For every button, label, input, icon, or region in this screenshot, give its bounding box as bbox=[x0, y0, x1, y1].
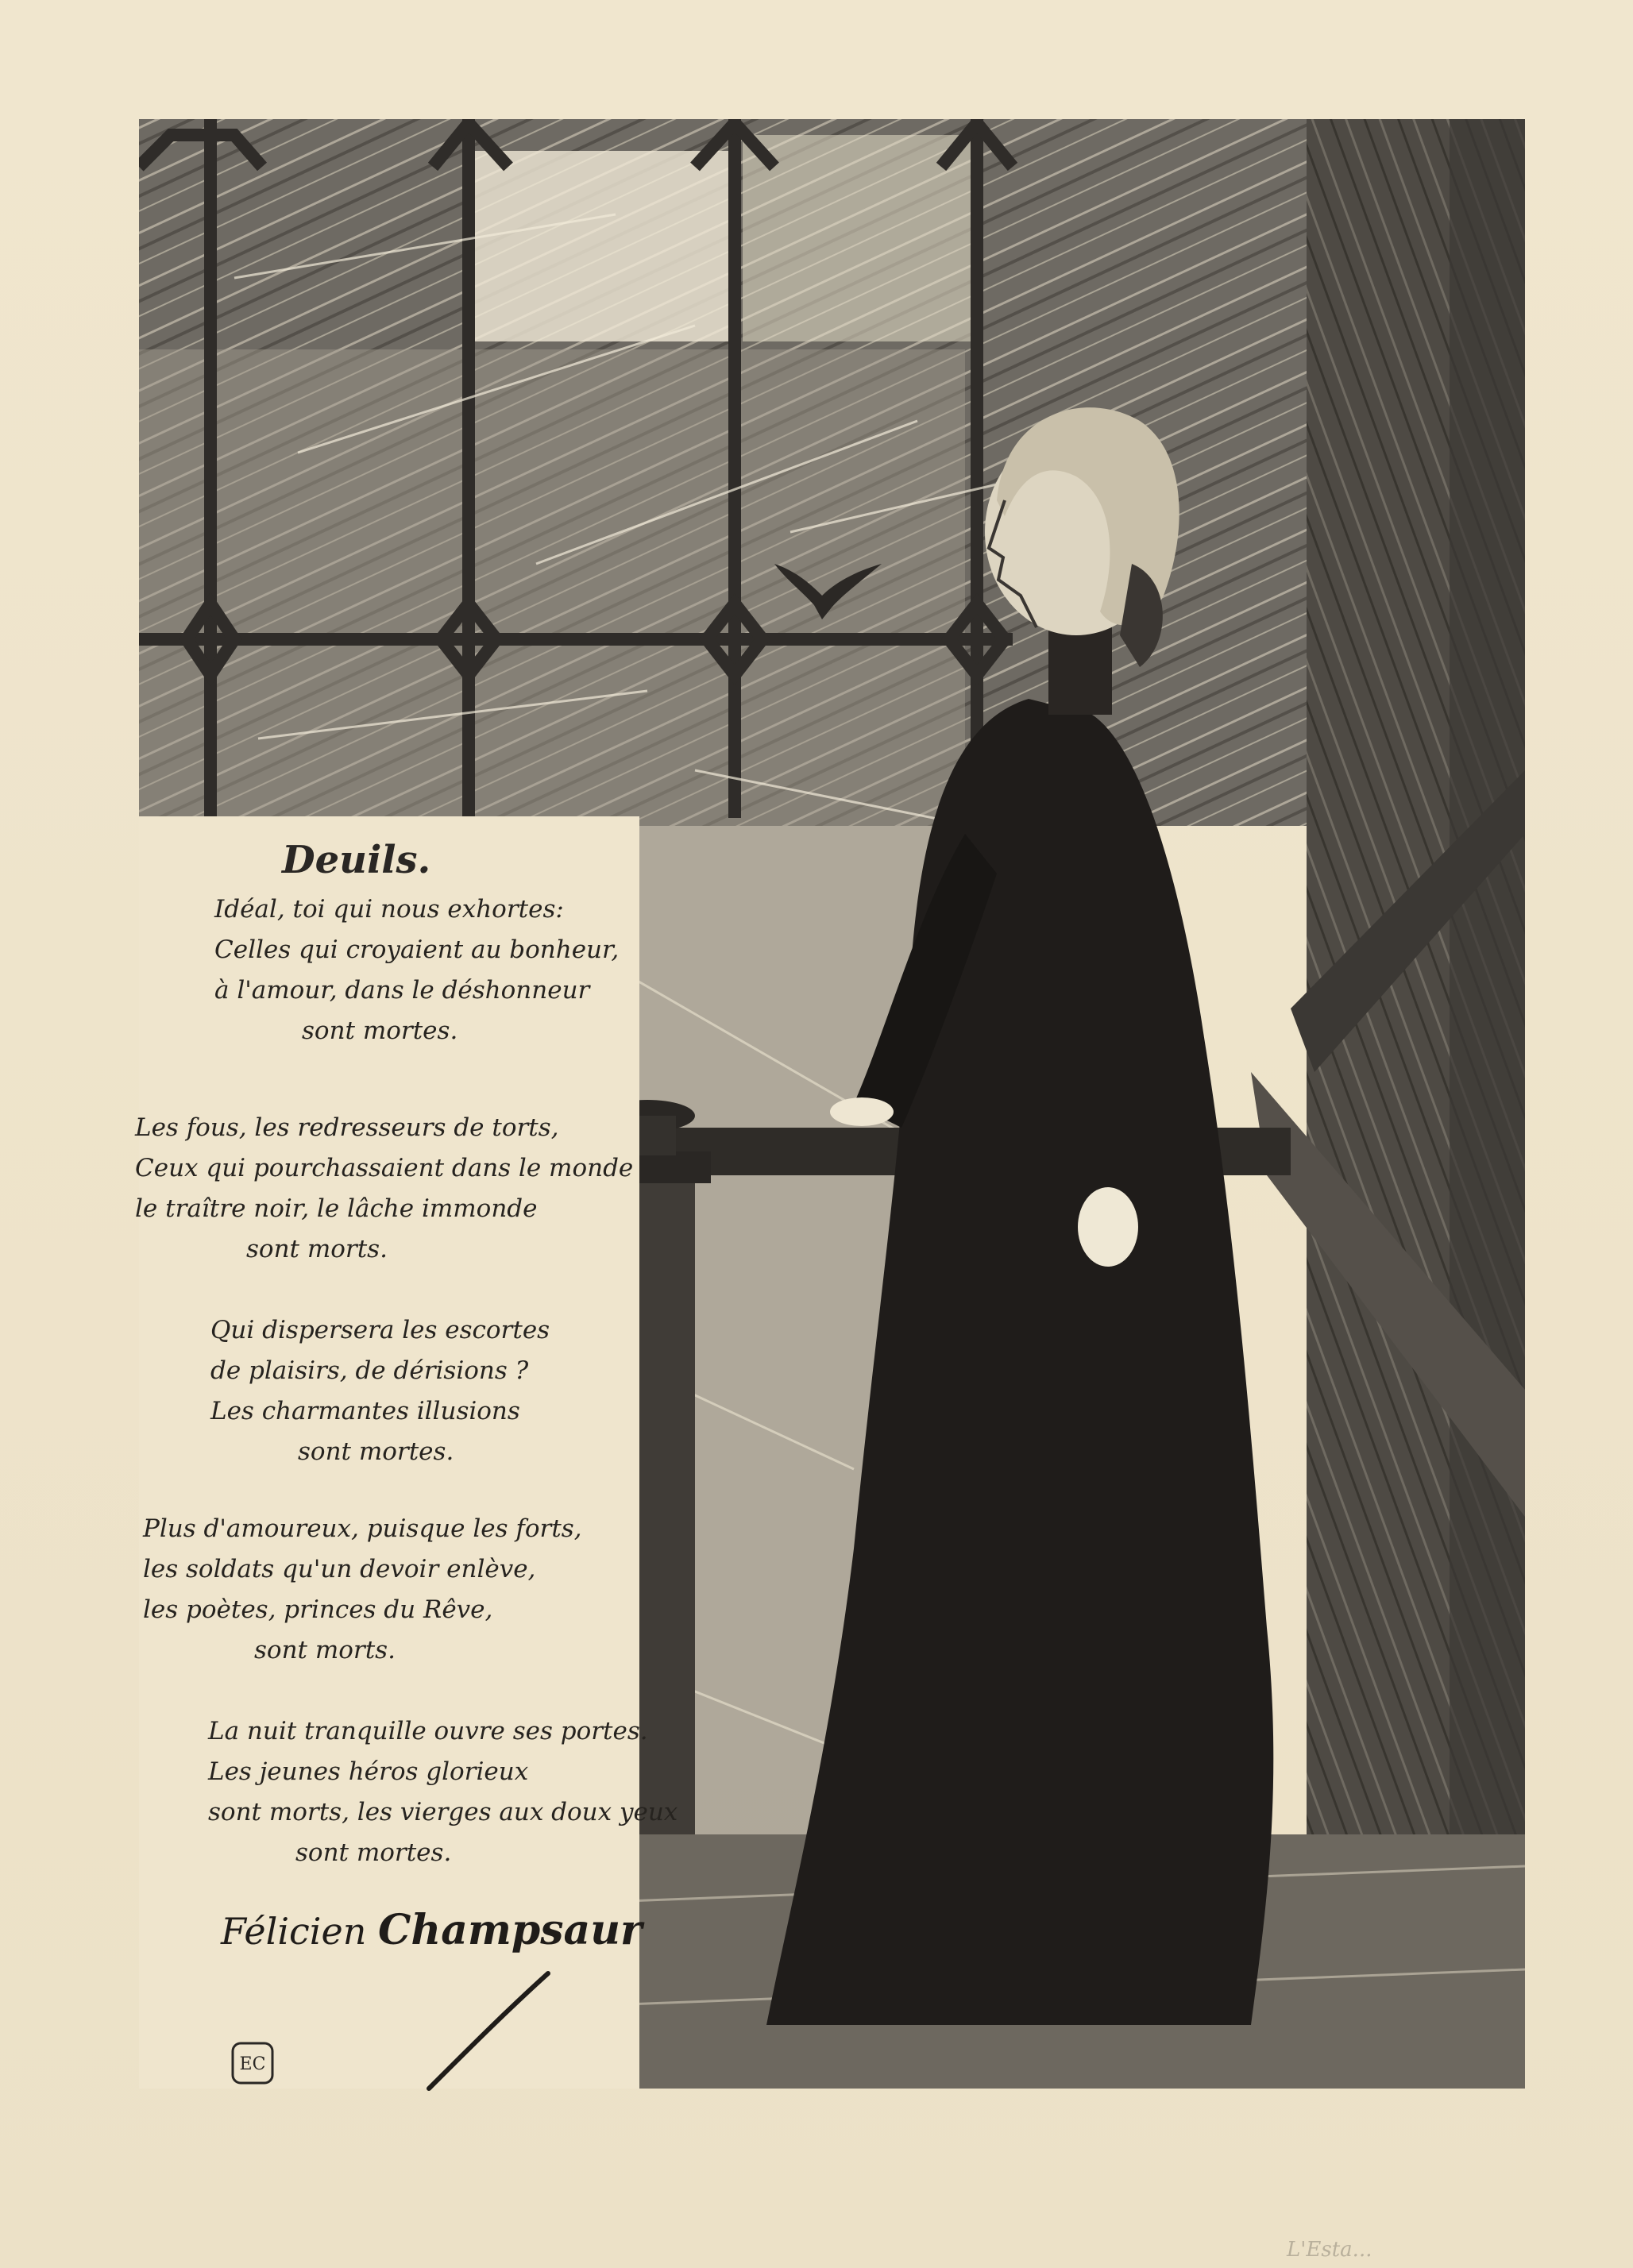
verse-line: Plus d'amoureux, puisque les forts, bbox=[143, 1514, 582, 1543]
author-signature bbox=[221, 1906, 642, 1954]
poem-title: Deuils. bbox=[282, 838, 431, 882]
signature-last-name: Champsaur bbox=[378, 1906, 643, 1954]
verse-line: sont mortes. bbox=[295, 1838, 452, 1867]
verse-line: les poètes, princes du Rêve, bbox=[143, 1595, 493, 1624]
verse-line: sont mortes. bbox=[302, 1016, 458, 1045]
stanza-3 bbox=[210, 1310, 550, 1472]
verse-line: Idéal, toi qui nous exhortes: bbox=[214, 895, 564, 924]
verse-line: sont morts. bbox=[254, 1636, 396, 1664]
verse-line: Celles qui croyaient au bonheur, bbox=[214, 935, 620, 964]
verse-line: sont mortes. bbox=[298, 1437, 454, 1466]
verse-line: Les fous, les redresseurs de torts, bbox=[135, 1113, 559, 1142]
signature-first-name: Félicien bbox=[221, 1910, 367, 1953]
stanza-4 bbox=[143, 1509, 582, 1671]
verse-line: à l'amour, dans le déshonneur bbox=[214, 976, 590, 1005]
margin-pencil-note: L'Esta... bbox=[1287, 2238, 1372, 2262]
verse-line: Les charmantes illusions bbox=[210, 1397, 520, 1425]
verse-line: Ceux qui pourchassaient dans le monde bbox=[135, 1154, 634, 1182]
verse-line: Qui dispersera les escortes bbox=[210, 1316, 550, 1344]
verse-line: Les jeunes héros glorieux bbox=[208, 1757, 529, 1786]
verse-line: les soldats qu'un devoir enlève, bbox=[143, 1555, 536, 1583]
artist-monogram-stamp bbox=[230, 2041, 275, 2085]
signature-flourish bbox=[421, 1969, 556, 2096]
stanza-2 bbox=[135, 1108, 633, 1270]
verse-line: sont morts. bbox=[246, 1235, 388, 1263]
verse-line: sont morts, les vierges aux doux yeux bbox=[208, 1798, 678, 1826]
stanza-1 bbox=[214, 889, 619, 1051]
verse-line: le traître noir, le lâche immonde bbox=[135, 1194, 538, 1223]
verse-line: La nuit tranquille ouvre ses portes. bbox=[208, 1717, 648, 1745]
verse-line: de plaisirs, de dérisions ? bbox=[210, 1356, 529, 1385]
stanza-5 bbox=[208, 1711, 678, 1873]
monogram-letters: EC bbox=[239, 2054, 266, 2074]
